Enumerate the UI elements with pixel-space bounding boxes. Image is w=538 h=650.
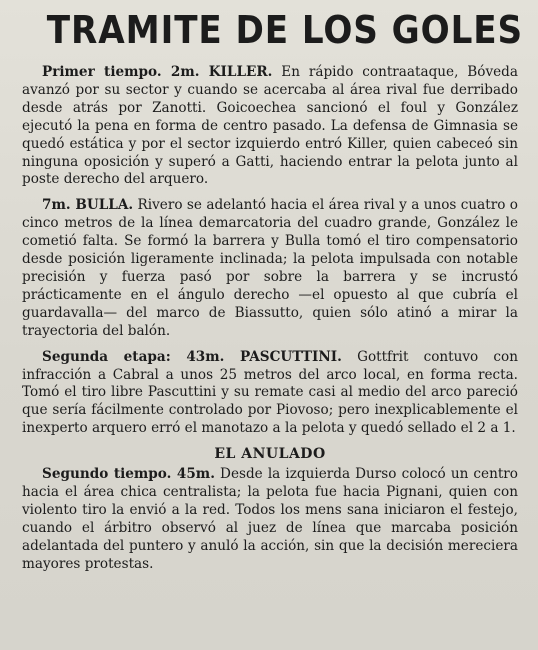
paragraph-primer-tiempo <box>22 64 518 189</box>
paragraph-lead: 7m. BULLA. <box>42 197 134 214</box>
paragraph-body: En rápido contraataque, Bóveda avanzó por su sector y cuando se acercaba al área rival fue derribado desde atrás por Zanotti. Goicoechea sancionó el foul y González ejecutó la pena en forma de centro pasado. La defensa de Gimnasia se quedó estática y por el sector izquierdo entró Killer, quien cabeceó sin ninguna oposición y superó a Gatti, haciendo entrar la pelota junto al poste derecho del arquero. <box>22 64 518 188</box>
paragraph-segundo-tiempo <box>22 466 518 573</box>
paragraph-body: Gottfrit contuvo con infracción a Cabral a unos 25 metros del arco local, en forma recta. Tomó el tiro libre Pascuttini y su remate casi al medio del arco pareció que sería fácilmente controlado por Piovoso; pero inexplicablemente el inexperto arquero erró el manotazo a la pelota y quedó sellado el 2 a 1. <box>22 348 518 437</box>
headline: TRAMITE DE LOS GOLES <box>46 8 524 52</box>
paragraph-lead: Segunda etapa: 43m. PASCUTTINI. <box>42 348 342 365</box>
paragraph-body: Desde la izquierda Durso colocó un centro hacia el área chica centralista; la pelota fue hacia Pignani, quien con violento tiro la envió a la red. Todos los mens sana iniciaron el festejo, cuando el árbitro observó al juez de línea que marcaba posición adelantada del puntero y anuló la acción, sin que la decisión mereciera mayores protestas. <box>22 466 518 572</box>
paragraph-body: Rivero se adelantó hacia el área rival y a unos cuatro o cinco metros de la línea demarcatoria del cuadro grande, González le cometió falta. Se formó la barrera y Bulla tomó el tiro compensatorio desde posición ligeramente inclinada; la pelota impulsada con notable precisión y fuerza pasó por sobre la barrera y se incrustó prácticamente en el ángulo derecho —el opuesto al que cubría el guardavalla— del marco de Biassutto, quien sólo atinó a mirar la trayectoria del balón. <box>22 197 518 339</box>
paragraph-segunda-etapa <box>22 349 518 439</box>
paragraph-bulla <box>22 197 518 340</box>
paragraph-lead: Primer tiempo. 2m. KILLER. <box>42 64 273 80</box>
subhead-el-anulado: EL ANULADO <box>214 446 326 463</box>
paragraph-lead: Segundo tiempo. 45m. <box>42 466 215 483</box>
